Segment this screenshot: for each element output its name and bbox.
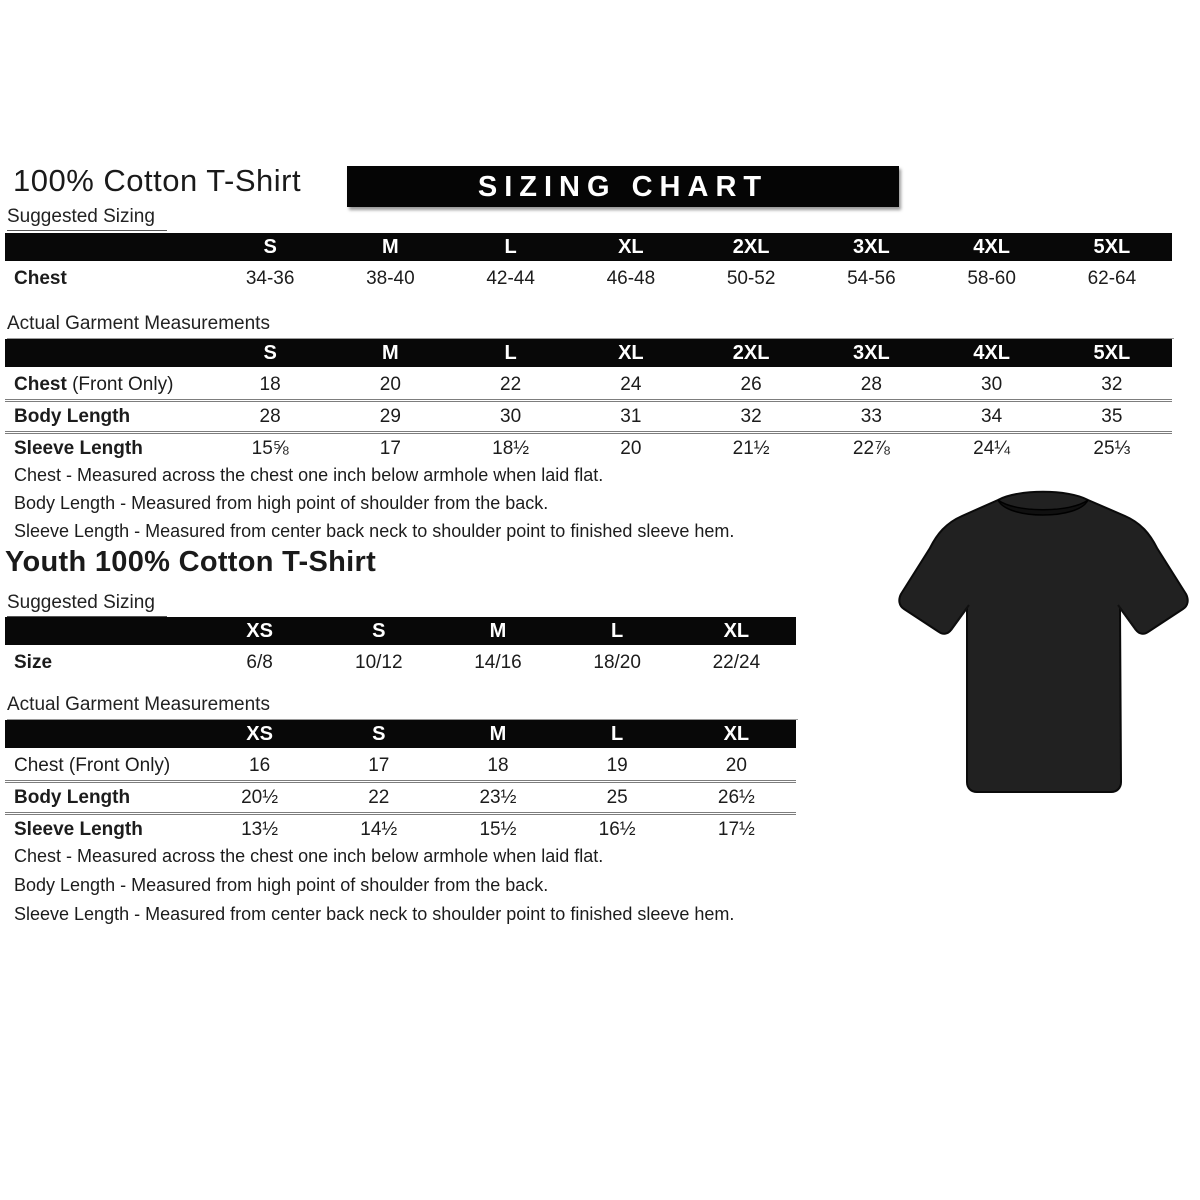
size-column-header: S <box>319 617 438 647</box>
table-row <box>5 782 796 814</box>
measurement-cell: 17 <box>330 433 450 464</box>
size-table <box>5 339 1172 463</box>
table-row <box>5 433 1172 464</box>
size-column-header: S <box>210 233 330 263</box>
measurement-cell: 28 <box>210 401 330 433</box>
measurement-cell: 20 <box>571 433 691 464</box>
black-tshirt-photo <box>893 478 1193 813</box>
measurement-cell: 54-56 <box>847 267 896 289</box>
youth-measurement-notes <box>14 842 734 929</box>
tshirt-body <box>899 492 1187 792</box>
size-column-header: L <box>558 617 677 647</box>
size-column-header: 4XL <box>932 339 1052 369</box>
header-blank-cell <box>5 339 210 369</box>
measurement-cell: 21½ <box>691 433 811 464</box>
row-label: Chest <box>14 267 67 289</box>
size-column-header: XS <box>200 617 319 647</box>
measurement-cell: 58-60 <box>967 267 1016 289</box>
measurement-cell: 17 <box>368 754 390 776</box>
header-row <box>5 720 796 750</box>
size-column-header: 5XL <box>1052 339 1172 369</box>
measurement-cell: 26½ <box>677 782 796 814</box>
measurement-cell: 62-64 <box>1087 267 1137 289</box>
row-label: Sleeve Length <box>5 814 200 845</box>
measurement-cell: 32 <box>1101 373 1123 395</box>
size-column-header: XL <box>677 720 796 750</box>
youth-suggested-sizing-heading: Suggested Sizing <box>7 592 167 617</box>
measurement-cell: 29 <box>330 401 450 433</box>
row-label: Body Length <box>5 782 200 814</box>
size-column-header: M <box>330 339 450 369</box>
measurement-cell: 26 <box>740 373 762 395</box>
header-blank-cell <box>5 617 200 647</box>
measurement-cell: 16½ <box>558 814 677 845</box>
size-column-header: M <box>438 720 557 750</box>
size-column-header: XL <box>571 339 691 369</box>
page-title: 100% Cotton T-Shirt <box>13 163 302 198</box>
measurement-cell: 18 <box>259 373 281 395</box>
measurement-cell: 22/24 <box>712 651 761 673</box>
measurement-cell: 50-52 <box>726 267 776 289</box>
measurement-cell: 38-40 <box>366 267 415 289</box>
measurement-cell: 28 <box>860 373 882 395</box>
measurement-cell: 34-36 <box>245 267 295 289</box>
header-blank-cell <box>5 720 200 750</box>
measurement-cell: 18½ <box>451 433 571 464</box>
measurement-cell: 42-44 <box>486 267 535 289</box>
youth-actual-measurements-heading: Actual Garment Measurements <box>7 694 798 720</box>
measurement-cell: 20 <box>379 373 401 395</box>
row-label: Chest (Front Only) <box>14 754 171 776</box>
measurement-cell: 24¼ <box>932 433 1052 464</box>
measurement-cell: 16 <box>249 754 271 776</box>
table-row <box>5 401 1172 433</box>
measurement-cell: 14½ <box>319 814 438 845</box>
measurement-cell: 24 <box>620 373 642 395</box>
size-column-header: 4XL <box>932 233 1052 263</box>
measurement-cell: 34 <box>932 401 1052 433</box>
adult-suggested-sizing-table <box>5 233 1172 293</box>
size-column-header: M <box>438 617 557 647</box>
size-column-header: XL <box>571 233 691 263</box>
sizing-chart-banner: SIZING CHART <box>347 166 899 207</box>
measurement-cell: 33 <box>811 401 931 433</box>
measurement-cell: 30 <box>451 401 571 433</box>
size-column-header: S <box>210 339 330 369</box>
measurement-cell: 22 <box>319 782 438 814</box>
size-table <box>5 720 796 844</box>
size-column-header: L <box>558 720 677 750</box>
header-row <box>5 233 1172 263</box>
note-line: Chest - Measured across the chest one inch below armhole when laid flat. <box>14 465 604 485</box>
row-label: Chest (Front Only) <box>14 373 174 395</box>
size-column-header: XL <box>677 617 796 647</box>
measurement-cell: 46-48 <box>606 267 656 289</box>
size-column-header: L <box>451 339 571 369</box>
table-row <box>5 750 796 782</box>
size-column-header: XS <box>200 720 319 750</box>
youth-actual-measurements-table <box>5 720 796 844</box>
measurement-cell: 20½ <box>200 782 319 814</box>
measurement-cell: 32 <box>691 401 811 433</box>
measurement-cell: 13½ <box>200 814 319 845</box>
size-column-header: M <box>330 233 450 263</box>
adult-actual-measurements-heading: Actual Garment Measurements <box>7 313 1174 339</box>
measurement-cell: 10/12 <box>355 651 403 673</box>
note-line: Body Length - Measured from high point of shoulder from the back. <box>14 493 549 513</box>
size-column-header: 3XL <box>811 339 931 369</box>
measurement-cell: 22⅞ <box>811 433 931 464</box>
size-table <box>5 617 796 677</box>
size-column-header: L <box>451 233 571 263</box>
measurement-cell: 23½ <box>438 782 557 814</box>
measurement-cell: 18 <box>487 754 509 776</box>
note-line: Sleeve Length - Measured from center back neck to shoulder point to finished sleeve hem. <box>14 521 735 541</box>
size-column-header: S <box>319 720 438 750</box>
adult-measurement-notes <box>14 461 734 545</box>
table-row <box>5 263 1172 294</box>
table-row <box>5 369 1172 401</box>
measurement-cell: 14/16 <box>474 651 522 673</box>
header-blank-cell <box>5 233 210 263</box>
adult-suggested-sizing-heading: Suggested Sizing <box>7 206 167 231</box>
measurement-cell: 6/8 <box>246 651 273 673</box>
measurement-cell: 19 <box>606 754 628 776</box>
size-column-header: 3XL <box>811 233 931 263</box>
header-row <box>5 617 796 647</box>
measurement-cell: 31 <box>571 401 691 433</box>
size-column-header: 5XL <box>1052 233 1172 263</box>
note-line: Chest - Measured across the chest one inch below armhole when laid flat. <box>14 846 604 866</box>
note-line: Body Length - Measured from high point of shoulder from the back. <box>14 875 549 895</box>
size-column-header: 2XL <box>691 339 811 369</box>
measurement-cell: 35 <box>1052 401 1172 433</box>
youth-suggested-sizing-table <box>5 617 796 677</box>
row-label: Sleeve Length <box>5 433 210 464</box>
table-row <box>5 814 796 845</box>
measurement-cell: 20 <box>725 754 747 776</box>
adult-actual-measurements-table <box>5 339 1172 463</box>
row-label: Size <box>14 651 53 673</box>
header-row <box>5 339 1172 369</box>
measurement-cell: 15⅝ <box>210 433 330 464</box>
size-table <box>5 233 1172 293</box>
measurement-cell: 30 <box>981 373 1003 395</box>
measurement-cell: 17½ <box>677 814 796 845</box>
measurement-cell: 25 <box>558 782 677 814</box>
size-column-header: 2XL <box>691 233 811 263</box>
youth-section-title: Youth 100% Cotton T-Shirt <box>5 546 377 578</box>
measurement-cell: 18/20 <box>593 651 641 673</box>
row-label: Body Length <box>5 401 210 433</box>
measurement-cell: 22 <box>500 373 522 395</box>
measurement-cell: 15½ <box>438 814 557 845</box>
measurement-cell: 25⅓ <box>1052 433 1172 464</box>
table-row <box>5 647 796 678</box>
note-line: Sleeve Length - Measured from center back neck to shoulder point to finished sleeve hem. <box>14 904 735 924</box>
